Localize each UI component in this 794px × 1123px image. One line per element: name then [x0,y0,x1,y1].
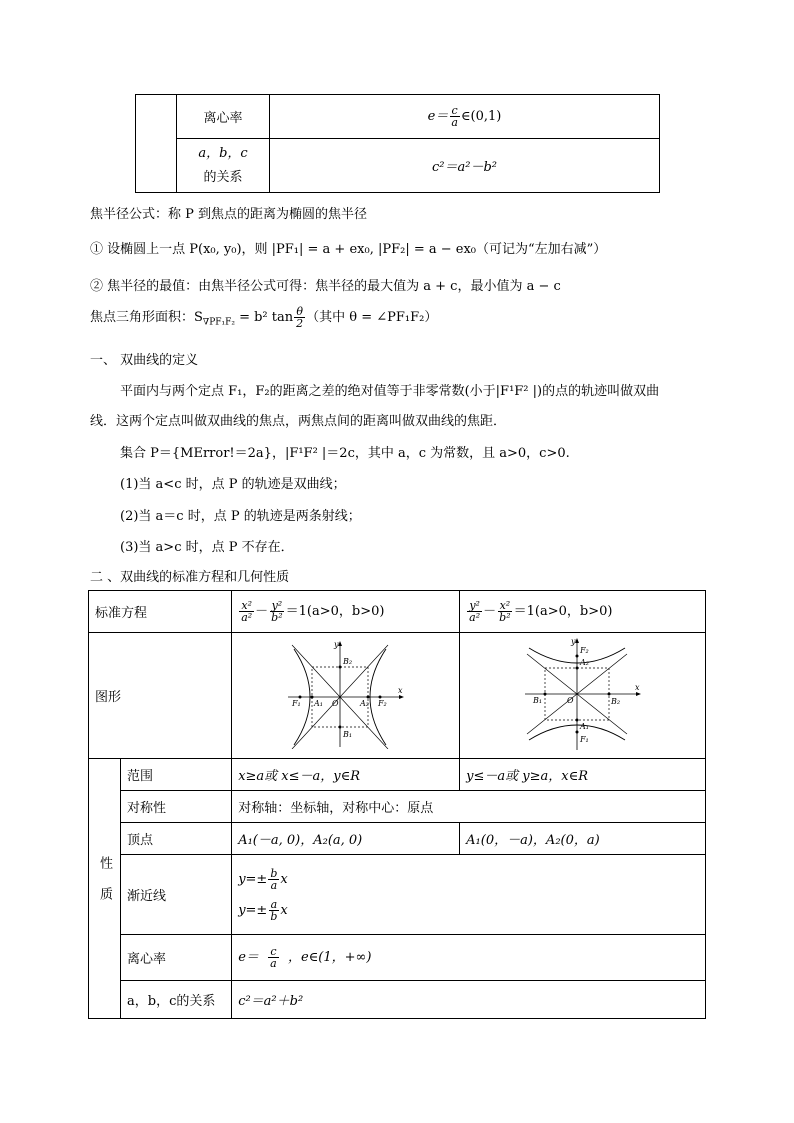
range-horizontal: x≥a或 x≤－a，y∈R [232,759,460,791]
abc-value: c²＝a²－b² [270,139,660,193]
std-eq-label: 标准方程 [89,591,232,633]
case-2: (2)当 a＝c 时，点 P 的轨迹是两条射线； [120,509,361,524]
paragraph-3: 集合 P＝{MError!＝2a}，|F¹F² |＝2c，其中 a，c 为常数，且 a>0，c>0. [120,446,570,461]
fig1-b2-label: B₂ [342,656,352,666]
fig2-x-label: x [634,682,640,692]
empty-cell [136,95,177,193]
symmetry-value: 对称轴：坐标轴，对称中心：原点 [232,791,706,823]
asymptote-2: y=± $\frac{a}{b}$ x [238,897,288,923]
vertex-label: 顶点 [121,823,232,855]
paragraph-1: 平面内与两个定点 F₁，F₂的距离之差的绝对值等于非零常数(小于|F¹F² |)的点的轨迹叫做双曲 [120,384,660,399]
abc-relation-value: c²＝a²＋b² [232,981,706,1019]
fig1-b1-label: B₁ [342,729,352,739]
focal-radius-formula: ① 设椭圆上一点 P(x₀, y₀)，则 |PF₁| = a + ex₀, |PF₂| = a − ex₀（可记为“左加右减”） [90,242,607,257]
figure-vertical-hyperbola [460,633,706,759]
fig1-o-label: O [331,698,339,708]
fig1-a2-label: A₂ [359,698,369,708]
fig2-a2-label: A₂ [579,657,589,667]
hyperbola-horizontal-svg [286,639,406,749]
fig2-f2-label: F₂ [579,645,589,655]
focal-radius-def: 焦半径公式：称 P 到焦点的距离为椭圆的焦半径 [90,207,368,222]
std-eq-1: $\frac{\text{x²}}{\text{a²}}$ － $\frac{\text{y²}}{\text{b²}}$ ＝1(a>0，b>0) [232,591,460,633]
fig2-a1-label: A₁ [579,721,589,731]
vertex-horizontal: A₁(－a, 0)，A₂(a, 0) [232,823,460,855]
std-eq-2: $\frac{\text{y²}}{\text{a²}}$ － $\frac{\text{x²}}{\text{b²}}$ ＝1(a>0，b>0) [460,591,706,633]
paragraph-2: 线．这两个定点叫做双曲线的焦点，两焦点间的距离叫做双曲线的焦距． [90,414,507,429]
section-heading-2: 二 、双曲线的标准方程和几何性质 [90,570,290,585]
fig2-b1-label: B₁ [532,695,542,705]
properties-label: 性质 [89,759,121,1019]
asymptote-1: y=± $\frac{b}{a}$ x [238,866,288,892]
section-heading-1: 一、 双曲线的定义 [90,353,199,368]
case-3: (3)当 a>c 时，点 P 不存在． [120,540,294,555]
abc-label: a，b，c 的关系 [177,139,270,193]
focal-radius-extrema: ② 焦半径的最值：由焦半径公式可得：焦半径的最大值为 a + c，最小值为 a − c [90,279,561,294]
fig1-a1-label: A₁ [313,698,323,708]
asymptote-label: 渐近线 [121,855,232,935]
ellipse-table [135,94,660,193]
ecc-value: e＝ $\frac{c}{a}$ ∈(0,1) [270,95,660,139]
figure-label: 图形 [89,633,232,759]
fig1-x-label: x [397,685,403,695]
focal-triangle-area: 焦点三角形面积：$S_{\nabla PF_1F_2} = b^2$ tan $\frac{\theta}{2}$ （其中 θ = ∠PF₁F₂） [90,305,438,330]
case-1: (1)当 a<c 时，点 P 的轨迹是双曲线； [120,477,346,492]
fig1-f2-label: F₂ [377,698,387,708]
symmetry-label: 对称性 [121,791,232,823]
fig2-f1-label: F₁ [579,734,589,744]
fig2-o-label: O [566,695,574,705]
range-label: 范围 [121,759,232,791]
abc-relation-label: a，b，c的关系 [121,981,232,1019]
fig2-b2-label: B₂ [610,696,620,706]
fig1-f1-label: F₁ [291,698,301,708]
hyperbola-table [88,590,706,1019]
figure-horizontal-hyperbola [232,633,460,759]
fig1-y-label: y [333,639,339,649]
ecc-label: 离心率 [177,95,270,139]
hyperbola-vertical-svg [523,636,643,752]
eccentricity-label: 离心率 [121,935,232,981]
vertex-vertical: A₁(0，－a)，A₂(0，a) [460,823,706,855]
eccentricity-value: e＝ $\frac{c}{a}$ ，e∈(1，+∞) [232,935,706,981]
range-vertical: y≤－a或 y≥a，x∈R [460,759,706,791]
fig2-y-label: y [570,636,576,646]
asymptote-values [232,855,706,935]
